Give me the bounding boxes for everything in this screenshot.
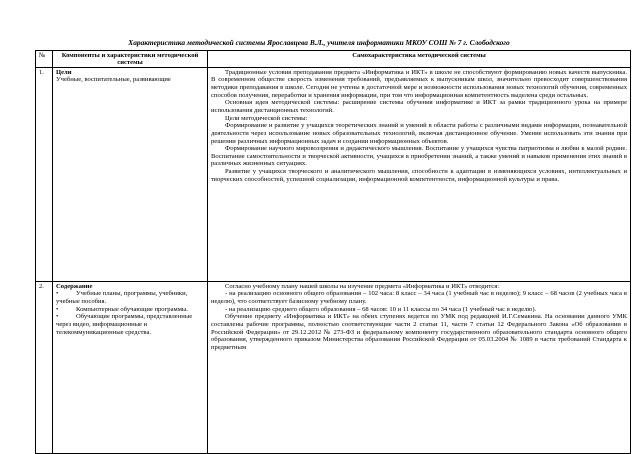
header-number: №	[36, 51, 53, 68]
row-number: 1.	[36, 68, 53, 282]
bullet-icon: •	[56, 305, 59, 313]
paragraph: Традиционные условия преподавания предмета «Информатика и ИКТ» в школе не способствуют формированию новых качеств выпускника. В современном обществе скорость изменения требований, предъявляемых к выпускникам школ, значительно превосходит совершенствования методики преподавания в школе. Сегодня не учтены в достаточной мере и возможности использования новых технологий обучения, современных способов получения, переработки и хранения информации, при том что информационная компетентность выделена среди остальных.	[211, 68, 627, 99]
list-item: • Компьютерные обучающие программы.	[56, 305, 188, 313]
component-subtitle: Учебные, воспитательные, развивающие	[56, 76, 171, 84]
document-title: Характеристика методической системы Ярославцева В.Л., учителя информатики МКОУ СОШ № 7 г. Слободского	[128, 38, 510, 47]
table-header-row	[36, 51, 631, 68]
component-label: Цели	[56, 68, 72, 76]
paragraph: Развитие у учащихся творческого и аналитического мышления, способности к адаптации в изменяющихся условиях, интеллектуальных и творческих способностей, успешной социализации, информационной компетентности, информационной культуры и права.	[211, 168, 627, 183]
component-cell	[53, 68, 208, 282]
methodology-table	[35, 50, 631, 454]
bullet-icon: •	[56, 313, 59, 321]
paragraph: Формирование научного мировоззрения и дидактического мышления. Воспитание у учащихся чувства патриотизма и любви к малой родине. Воспитание самостоятельности и творческой активности, учащихся в приобретении знаний, а также умений и навыков применения этих знаний в различных жизненных ситуациях.	[211, 145, 627, 168]
list-item: • Обучающие программы, представленные через видео, информационные и телекоммуникационные средства.	[56, 313, 193, 336]
component-label: Содержание	[56, 282, 93, 290]
description-cell	[208, 282, 631, 454]
header-self-characteristic: Самохарактеристика методической системы	[208, 51, 631, 68]
header-components: Компоненты и характеристики методической системы	[53, 51, 208, 68]
paragraph: - на реализацию среднего общего образования – 68 часов: 10 и 11 классы по 34 часа (1 учебный час в неделю).	[225, 305, 537, 313]
table-row	[36, 68, 631, 282]
paragraph: - на реализацию основного общего образования – 102 часа: 8 класс – 34 часа (1 учебный час в неделю); 9 класс – 68 часов (2 учебных часа в неделю), что соответствует базисному учебному плану.	[211, 290, 627, 306]
paragraph: Согласно учебному плану нашей школы на изучение предмета «Информатика и ИКТ» отводится:	[225, 282, 500, 290]
table-row	[36, 282, 631, 454]
paragraph: Цели методической системы:	[225, 114, 308, 122]
paragraph: Формирование и развитие у учащихся теоретических знаний и умений в области работы с различными видами информации, познавательной деятельности через использование новых образовательных технологий, включая дистанционное обучение. Умение использовать эти знания при решении различных информационных задач и создании информационных объектов.	[211, 122, 627, 145]
bullet-icon: •	[56, 290, 59, 298]
paragraph: Обучение предмету «Информатика и ИКТ» на обеих ступенях ведется по УМК под редакцией И.Г.Семакина. На основании данного УМК составлены рабочие программы, полностью соответствующие части 2 статьи 11, части 7 статьи 12 Федерального Закона «Об образовании в Российской Федерации» от 29.12.2012 № 273-ФЗ и федеральному компоненту государственного образовательного стандарта основного общего образования, утвержденного приказом Министерства образования Российской Федерации от 05.03.2004 № 1089 в части требований Стандарта к предметным	[211, 313, 627, 351]
component-list	[56, 290, 204, 336]
paragraph: Основная идея методической системы: расширение системы обучения информатике и ИКТ за рамки традиционного урока на примере использования дистанционных технологий.	[211, 99, 627, 114]
description-cell	[208, 68, 631, 282]
row-number: 2.	[36, 282, 53, 454]
component-cell	[53, 282, 208, 454]
list-item: • Учебные планы, программы, учебники, учебные пособия.	[56, 290, 188, 306]
